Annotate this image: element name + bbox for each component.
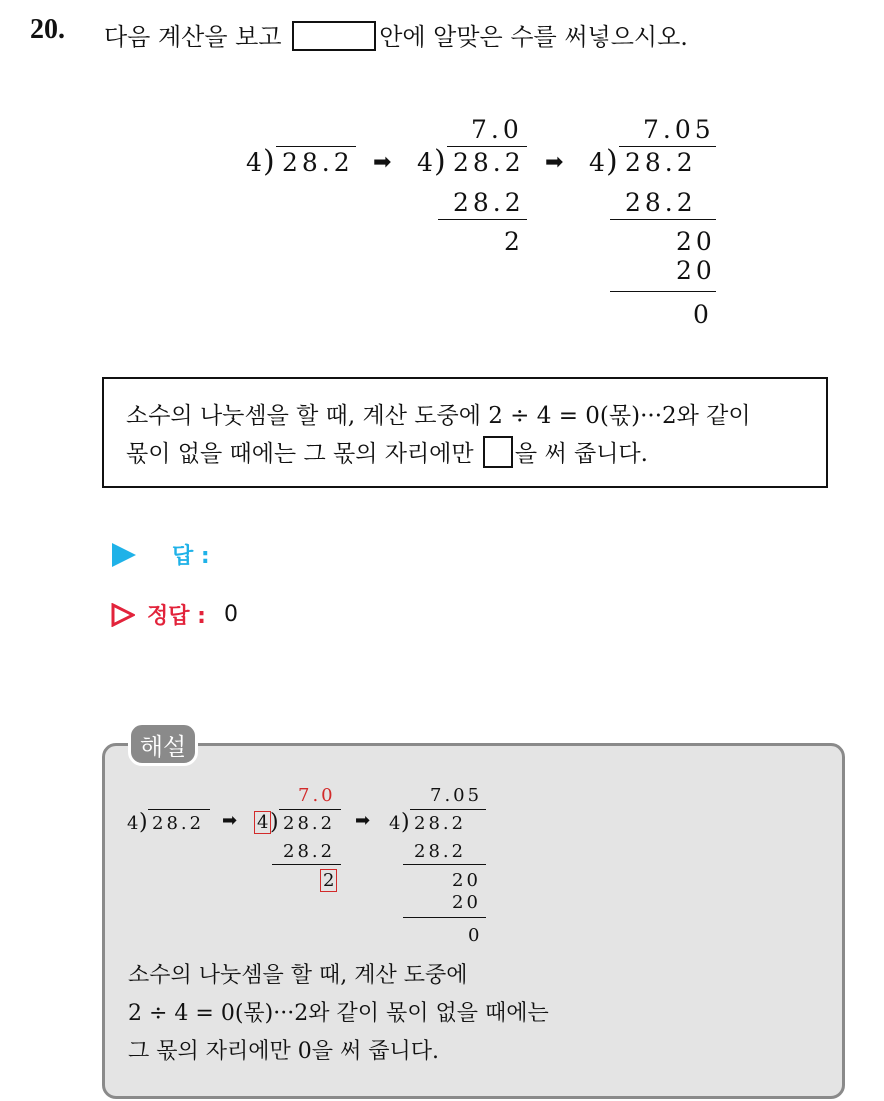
step3-underline1 bbox=[610, 219, 716, 220]
sol-step3-bring-down: 20 bbox=[452, 870, 481, 891]
sol-step2-remainder-wrap bbox=[320, 870, 337, 891]
sol-step3-dividend: 28.2 bbox=[414, 813, 467, 834]
right-arrow-icon: ➡ bbox=[545, 150, 564, 175]
right-arrow-icon: ➡ bbox=[222, 810, 238, 831]
step2-bar bbox=[447, 146, 527, 147]
step1-bar bbox=[276, 146, 356, 147]
sol-step1-bracket: ) bbox=[139, 810, 151, 835]
sol-step2-remainder: 2 bbox=[320, 869, 337, 892]
rule-line-1: 소수의 나눗셈을 할 때, 계산 도중에 2 ÷ 4 = 0(몫)···2와 같이 bbox=[126, 403, 751, 429]
sol-step2-divisor: 4 bbox=[254, 811, 271, 834]
sol-step3-underline2 bbox=[403, 917, 486, 918]
sol-step3-quotient: 7.05 bbox=[430, 785, 483, 806]
rule-blank-box bbox=[483, 436, 513, 468]
correct-answer-label: 정답 : bbox=[147, 604, 206, 629]
solution-line-2: 2 ÷ 4 = 0(몫)···2와 같이 몫이 없을 때에는 bbox=[128, 1001, 549, 1026]
sol-step2-dividend: 28.2 bbox=[283, 813, 336, 834]
sol-step2-divisor-wrap bbox=[254, 812, 271, 833]
question-text bbox=[104, 17, 688, 52]
step2-bracket: ) bbox=[434, 144, 450, 179]
sol-step3-divisor: 4 bbox=[389, 813, 404, 834]
sol-step1-divisor: 4 bbox=[127, 813, 142, 834]
sol-step2-bar bbox=[279, 809, 341, 810]
step3-quotient: 7.05 bbox=[643, 115, 715, 144]
sol-step3-bar bbox=[410, 809, 486, 810]
solution-tab: 해설 bbox=[128, 722, 198, 766]
sol-step3-final-remainder: 0 bbox=[468, 925, 483, 946]
sol-step2-underline bbox=[272, 864, 341, 865]
rule-line-2-before: 몫이 없을 때에는 그 몫의 자리에만 bbox=[126, 441, 474, 467]
step1-dividend: 28.2 bbox=[282, 148, 354, 177]
step2-dividend: 28.2 bbox=[453, 148, 525, 177]
step3-final-remainder: 0 bbox=[693, 300, 713, 329]
rule-line-2-after: 을 써 줍니다. bbox=[514, 441, 648, 467]
step3-bar bbox=[619, 146, 716, 147]
blue-triangle-icon bbox=[112, 543, 136, 567]
rule-line-2 bbox=[126, 435, 648, 468]
sol-step3-sub2: 20 bbox=[452, 892, 481, 913]
step3-bring-down: 20 bbox=[676, 227, 716, 256]
answer-label: 답 : bbox=[172, 544, 210, 569]
step2-sub: 28.2 bbox=[453, 188, 525, 217]
sol-step3-bracket: ) bbox=[401, 810, 413, 835]
step3-underline2 bbox=[610, 291, 716, 292]
step1-divisor: 4 bbox=[246, 148, 266, 177]
step3-divisor: 4 bbox=[589, 148, 609, 177]
solution-line-1: 소수의 나눗셈을 할 때, 계산 도중에 bbox=[128, 963, 468, 988]
step3-dividend: 28.2 bbox=[625, 148, 697, 177]
step2-divisor: 4 bbox=[417, 148, 437, 177]
step2-underline bbox=[438, 219, 527, 220]
step3-bracket: ) bbox=[606, 144, 622, 179]
sol-step1-dividend: 28.2 bbox=[152, 813, 205, 834]
red-outline-triangle-icon bbox=[111, 603, 135, 627]
question-text-after: 안에 알맞은 수를 써넣으시오. bbox=[379, 23, 688, 51]
right-arrow-icon: ➡ bbox=[355, 810, 371, 831]
step1-bracket: ) bbox=[263, 144, 279, 179]
step2-remainder: 2 bbox=[504, 227, 524, 256]
sol-step2-bracket: ) bbox=[270, 810, 282, 835]
step3-sub2: 20 bbox=[676, 256, 716, 285]
correct-answer-value: 0 bbox=[223, 602, 238, 627]
right-arrow-icon: ➡ bbox=[373, 150, 392, 175]
sol-step2-sub: 28.2 bbox=[283, 841, 336, 862]
sol-step3-underline1 bbox=[403, 864, 486, 865]
step3-sub1: 28.2 bbox=[625, 188, 697, 217]
answer-blank-box bbox=[292, 21, 376, 51]
step2-quotient: 7.0 bbox=[471, 115, 523, 144]
answer-row bbox=[112, 539, 210, 570]
solution-line-3: 그 몫의 자리에만 0을 써 줍니다. bbox=[128, 1039, 439, 1064]
sol-step1-bar bbox=[148, 809, 210, 810]
sol-step2-quotient: 7.0 bbox=[298, 785, 336, 806]
question-number: 20. bbox=[30, 14, 65, 45]
correct-answer-row bbox=[111, 599, 238, 630]
rule-box bbox=[102, 377, 828, 488]
sol-step3-sub1: 28.2 bbox=[414, 841, 467, 862]
question-text-before: 다음 계산을 보고 bbox=[104, 23, 282, 51]
